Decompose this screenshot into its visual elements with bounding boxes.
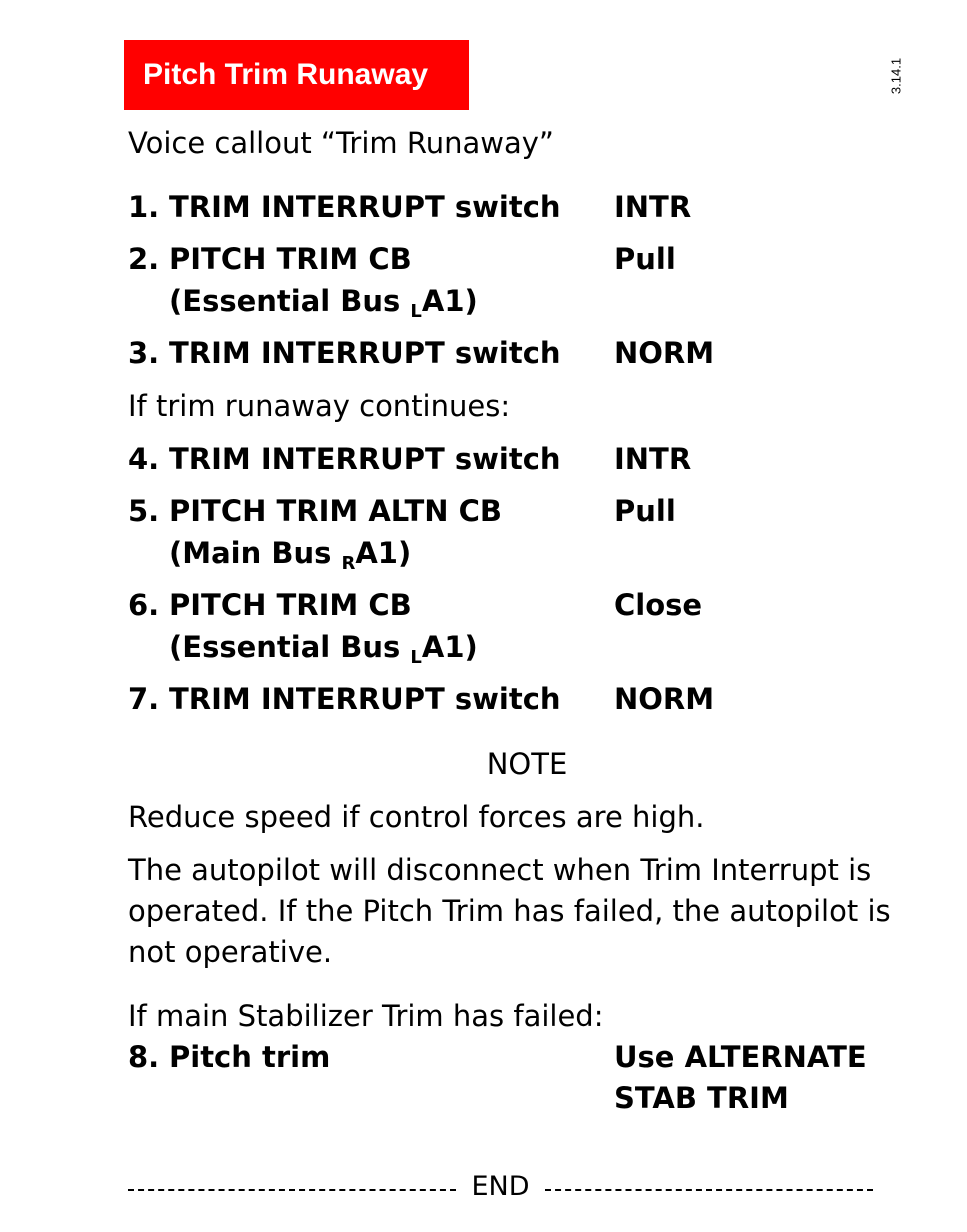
condition-stab-trim: If main Stabilizer Trim has failed: xyxy=(128,999,604,1033)
step-number: 6. xyxy=(128,588,160,622)
step-action: NORM xyxy=(614,682,715,716)
step-action: Pull xyxy=(614,242,676,276)
step-8-action-cont: STAB TRIM xyxy=(614,1081,789,1115)
step-label: PITCH TRIM CB xyxy=(169,588,412,622)
step-action: Pull xyxy=(614,494,676,528)
bus-prefix: (Essential Bus xyxy=(169,630,411,664)
step-number: 1. xyxy=(128,190,160,224)
step-number: 3. xyxy=(128,336,160,370)
step-label: TRIM INTERRUPT switch xyxy=(169,682,561,716)
step-label: PITCH TRIM ALTN CB xyxy=(169,494,502,528)
step-label: TRIM INTERRUPT switch xyxy=(169,442,561,476)
step-action: Close xyxy=(614,588,703,622)
step-label: TRIM INTERRUPT switch xyxy=(169,336,561,370)
note-speed: Reduce speed if control forces are high. xyxy=(128,800,705,834)
bus-index: L xyxy=(410,647,422,668)
bus-prefix: (Essential Bus xyxy=(169,284,411,318)
step-action: INTR xyxy=(614,442,692,476)
dashed-rule-right xyxy=(545,1189,873,1191)
step-2-bus xyxy=(169,284,478,322)
bus-suffix: A1) xyxy=(355,536,412,570)
note-heading: NOTE xyxy=(486,747,568,781)
step-6-bus xyxy=(169,630,478,668)
bus-prefix: (Main Bus xyxy=(169,536,342,570)
bus-index: R xyxy=(341,553,356,574)
dashed-rule-left xyxy=(128,1189,456,1191)
step-label: TRIM INTERRUPT switch xyxy=(169,190,561,224)
note-autopilot: The autopilot will disconnect when Trim Interrupt is operated. If the Pitch Trim has failed, the autopilot is not operative. xyxy=(128,853,891,969)
page-number: 3.14.1 xyxy=(888,57,904,95)
step-number: 8. xyxy=(128,1040,160,1074)
step-number: 2. xyxy=(128,242,160,276)
step-5-bus xyxy=(169,536,412,574)
step-number: 5. xyxy=(128,494,160,528)
step-label: Pitch trim xyxy=(169,1040,331,1074)
condition-continue: If trim runaway continues: xyxy=(128,389,511,423)
step-action: NORM xyxy=(614,336,715,370)
bus-index: L xyxy=(410,301,422,322)
voice-callout: Voice callout “Trim Runaway” xyxy=(128,126,554,160)
step-action: Use ALTERNATE xyxy=(614,1040,867,1074)
end-label: END xyxy=(471,1170,530,1202)
step-number: 4. xyxy=(128,442,160,476)
step-action: INTR xyxy=(614,190,692,224)
bus-suffix: A1) xyxy=(421,630,478,664)
page-title: Pitch Trim Runaway xyxy=(124,40,469,110)
step-label: PITCH TRIM CB xyxy=(169,242,412,276)
end-divider xyxy=(128,1168,873,1204)
bus-suffix: A1) xyxy=(421,284,478,318)
step-number: 7. xyxy=(128,682,160,716)
